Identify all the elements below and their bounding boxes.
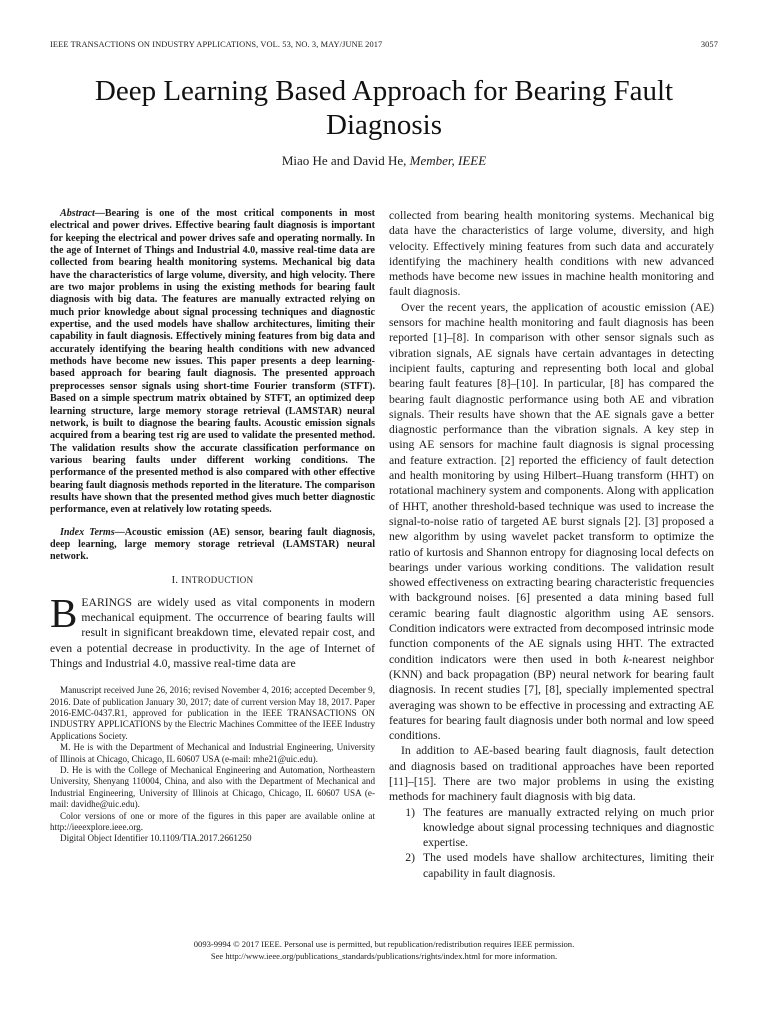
running-header [50, 40, 718, 49]
footnote-journal-sc2: NDUSTRY [53, 719, 98, 730]
list-item-number: 2) [405, 851, 415, 865]
index-terms-lead: Index Terms [60, 526, 115, 538]
section-number: I. [171, 574, 179, 586]
footnote-received-text: Manuscript received June 26, 2016; revised November 4, 2016; accepted December 9, 2016. Date of publication January 30, 2017; date of current version May 18, 2017. Paper 2016-EMC-0437.R1, approved for publication in the IEEE T [50, 685, 375, 718]
footnote-color: Color versions of one or more of the figures in this paper are available online at http://ieeexplore.ieee.org. [50, 810, 375, 832]
paragraph-ae-sensors-text: Over the recent years, the application of acoustic emission (AE) sensors for machine health monitoring and fault diagnosis has been reported [1]–[8]. In comparison with other sensor signals such as vibration signals, AE signals have certain advantages in detecting incipient faults, capturing and representing both local and global bearing fault features [8]–[10]. In particular, [8] has compared the bearing fault diagnostic performance using both AE and vibration signals. Their results have shown that the AE signals gave a better diagnostic performance than the vibration signals. A key step in using AE sensors for machine fault diagnosis is signal processing and feature extraction. [2] reported the efficiency of fault detection and health monitoring by using Hilbert–Huang transform (HHT) on rotational machinery system and components. Along with application of HHT, another threshold-based technique was used to increase the signal-to-noise ratio of targeted AE burst signals [2]. [3] proposed a new algorithm by using wavelet packet transform to optimize the ratio of kurtosis and Shannon entropy for diagnosing local defects on bearings under various working conditions. The validation result showed effectiveness on extracting bearing characteristic frequencies with background noises. [6] presented a data mining based full ceramic bearing fault diagnostic algorithm using AE sensors. Condition indicators were extracted from decomposed intrinsic mode function components of the AE signals using HHT. The extracted condition indicators were then used in both [389, 300, 714, 666]
index-terms-text: —Acoustic emission (AE) sensor, bearing fault diagnosis, deep learning, large memory storage retrieval (LAMSTAR) neural network. [50, 526, 375, 563]
copyright-line2: See http://www.ieee.org/publications_standards/publications/rights/index.html for more information. [210, 951, 558, 961]
footnote-received-end: by the Electric Machines Committee of the IEEE Industry Applications Society. [50, 719, 375, 741]
footnote-journal-i: I [50, 719, 54, 730]
continuation-paragraph: collected from bearing health monitoring systems. Mechanical big data have the characteristics of large volume, diversity, and high velocity. Effectively mining features from such data and accurately identifying the machinery health conditions with new advanced methods have become new issues in machine health monitoring and fault diagnosis. [389, 209, 714, 299]
author-membership: Member, IEEE [409, 153, 487, 168]
abstract-lead: Abstract [60, 208, 95, 219]
paragraph-ae-sensors [389, 300, 714, 744]
list-item-text: The features are manually extracted relying on much prior knowledge about signal processing techniques and diagnostic expertise. [423, 805, 714, 850]
problems-list [389, 805, 714, 881]
abstract-text: —Bearing is one of the most critical components in most electrical and power drives. Effective bearing fault diagnosis is important for keeping the electrical and power drives safe and operating normally. In the age of Internet of Things and Industrial 4.0, massive real-time data are collected from bearing health monitoring systems. Mechanical big data have the characteristics of large volume, diversity, and high velocity. There are two major problems in using the existing methods for bearing fault diagnosis with big data. The features are manually extracted relying on much prior knowledge about signal processing techniques and diagnostic expertise, and the used models have shallow architectures, limiting their capability in fault diagnosis. Effectively mining features from big data and accurately identifying the bearing health conditions with new advanced methods have become new issues. This paper presents a deep learning-based approach for bearing fault diagnosis. The presented approach preprocesses sensor signals using short-time Fourier transform (STFT). Based on a simple spectrum matrix obtained by STFT, an optimized deep learning structure, large memory storage retrieval (LAMSTAR) neural network, is built to diagnose the bearing faults. Acoustic emission signals acquired from a bearing test rig are used to validate the presented method. The validation results show the accurate classification performance on various bearing faults under different working conditions. The performance of the presented method is also compared with other effective bearing fault diagnosis methods reported in the literature. The comparison results have shown that the presented method gives much better diagnostic performance, even at relatively low rotating speeds. [50, 208, 375, 516]
left-column [50, 208, 375, 845]
footnotes [50, 685, 375, 845]
page-number: 3057 [700, 40, 718, 49]
footnote-author2: D. He is with the College of Mechanical Engineering and Automation, Northeastern University, Shenyang 110004, China, and also with the Department of Mechanical and Industrial Engineering, University of Illinois at Chicago, Chicago, IL 60607 USA (e-mail: davidhe@uic.edu). [50, 764, 375, 810]
list-item-text: The used models have shallow architectures, limiting their capability in fault diagnosis. [423, 851, 714, 880]
copyright-line1: 0093-9994 © 2017 IEEE. Personal use is permitted, but republication/redistribution requires IEEE permission. [193, 939, 575, 949]
index-terms [50, 527, 375, 564]
knn-k: k [623, 652, 629, 666]
introduction-text: EARINGS are widely used as vital components in modern mechanical equipment. The occurrence of bearing faults will result in significant breakdown time, elevated repair cost, and even a potential decrease in productivity. In the age of Internet of Things and Industrial 4.0, massive real-time data are [50, 595, 375, 670]
footnote-journal-a: A [97, 719, 105, 730]
journal-citation: IEEE TRANSACTIONS ON INDUSTRY APPLICATIONS, VOL. 53, NO. 3, MAY/JUNE 2017 [50, 40, 383, 49]
paragraph-ae-sensors-rest: -nearest neighbor (KNN) and back propagation (BP) neural network for bearing fault diagnosis. In recent studies [7], [8], specially implemented spectral averaging was shown to be effective in processing and extracting AE features for bearing fault diagnosis under both normal and low speed conditions. [389, 652, 715, 743]
footnote-journal-sc3: PPLICATIONS [104, 719, 162, 730]
footnote-received [50, 685, 375, 742]
drop-cap: B [50, 589, 78, 636]
list-item [389, 805, 714, 851]
footnote-doi: Digital Object Identifier 10.1109/TIA.2017.2661250 [60, 833, 252, 844]
introduction-paragraph [50, 589, 375, 671]
section-heading-first: I [181, 574, 186, 586]
section-heading-introduction [50, 575, 375, 586]
author-names: Miao He and David He, [281, 153, 407, 168]
paragraph-problems: In addition to AE-based bearing fault diagnosis, fault detection and diagnosis based on traditional approaches have been reported [11]–[15]. There are two major problems in using the existing methods for machinery fault diagnosis with big data. [389, 744, 714, 804]
author-line [0, 153, 768, 169]
paper-title: Deep Learning Based Approach for Bearing Fault Diagnosis [94, 75, 674, 141]
abstract [50, 208, 375, 517]
list-item-number: 1) [405, 805, 415, 819]
right-column [389, 208, 714, 881]
footnote-journal-sc1: RANSACTIONS ON [292, 707, 375, 718]
list-item [389, 850, 714, 881]
section-heading-rest: NTRODUCTION [185, 574, 254, 585]
footnote-author1: M. He is with the Department of Mechanical and Industrial Engineering, University of Illinois at Chicago, Chicago, IL 60607 USA (e-mail: mhe21@uic.edu). [50, 742, 375, 764]
copyright-notice [0, 938, 768, 962]
